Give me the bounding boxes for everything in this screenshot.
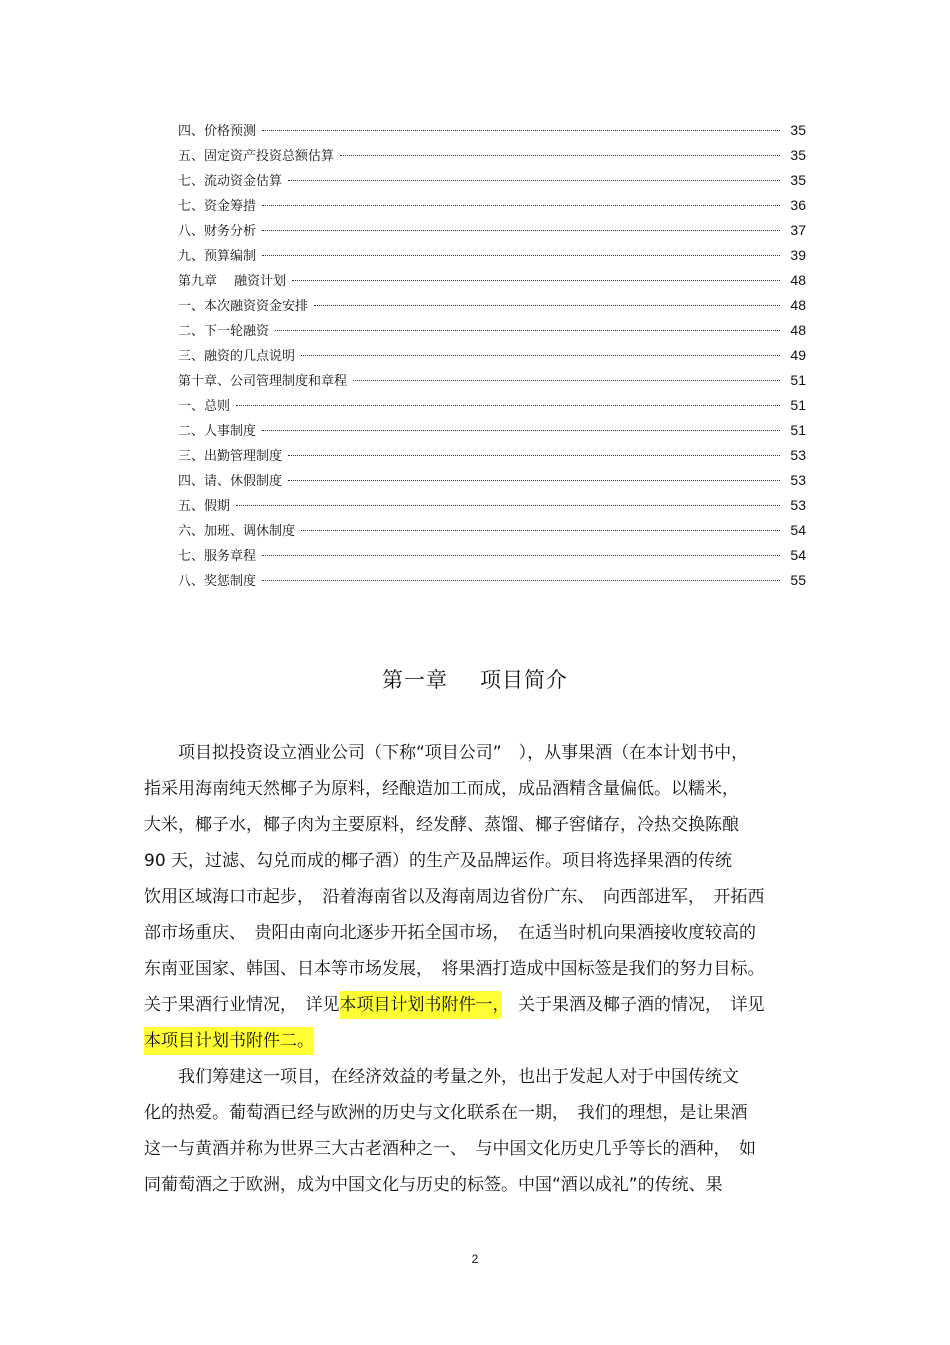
paragraph-line [144,987,806,1023]
toc-leader-dots [262,240,780,256]
toc-entry-label: 六、加班、调休制度 [178,524,296,539]
toc-entry-page: 54 [790,522,806,538]
toc-entry-label: 三、出勤管理制度 [178,449,283,464]
toc-entry-label: 二、下一轮融资 [178,324,270,339]
toc-entry-page: 53 [790,447,806,463]
toc-entry-label: 三、融资的几点说明 [178,349,296,364]
toc-leader-dots [314,290,780,306]
toc-leader-dots [236,490,780,506]
toc-entry-page: 53 [790,497,806,513]
paragraph-line: 项目拟投资设立酒业公司（下称“项目公司” ），从事果酒（在本计划书中， [178,743,749,763]
chapter-heading [0,664,950,694]
toc-entry-page: 35 [790,147,806,163]
toc-entry-label: 五、固定资产投资总额估算 [178,149,335,164]
toc-leader-dots [262,115,780,131]
highlighted-reference: 本项目计划书附件一， [340,991,502,1019]
toc-entry-label: 二、人事制度 [178,424,257,439]
paragraph-line: 化的热爱。葡萄酒已经与欧洲的历史与文化联系在一期， 我们的理想，是让果酒 [144,1103,748,1123]
toc-entry-label: 七、服务章程 [178,549,257,564]
toc-entry-label: 第十章、公司管理制度和章程 [178,374,348,389]
toc-entry-page: 48 [790,272,806,288]
paragraph-line: 指采用海南纯天然椰子为原料，经酿造加工而成，成品酒精含量偏低。以糯米， [144,779,739,799]
toc-leader-dots [275,315,780,331]
paragraph-line: 东南亚国家、韩国、日本等市场发展， 将果酒打造成中国标签是我们的努力目标。 [144,959,765,979]
paragraph-line: 这一与黄酒并称为世界三大古老酒种之一、 与中国文化历史几乎等长的酒种， 如 [144,1139,756,1159]
toc-entry[interactable] [178,568,806,593]
toc-leader-dots [288,165,780,181]
chapter-number: 第一章 [382,668,448,692]
toc-entry-label: 四、价格预测 [178,124,257,139]
toc-leader-dots [236,390,780,406]
toc-entry-label: 八、财务分析 [178,224,257,239]
highlighted-reference: 本项目计划书附件二。 [144,1027,314,1055]
toc-entry-label: 四、请、休假制度 [178,474,283,489]
chapter-body [144,735,806,1203]
paragraph-line: 大米，椰子水，椰子肉为主要原料，经发酵、蒸馏、椰子窖储存，冷热交换陈酿 [144,815,739,835]
toc-entry-page: 49 [790,347,806,363]
paragraph-line: 饮用区域海口市起步， 沿着海南省以及海南周边省份广东、 向西部进军， 开拓西 [144,887,765,907]
table-of-contents [178,118,806,593]
toc-leader-dots [353,365,780,381]
toc-entry-label: 第九章 融资计划 [178,274,287,289]
toc-entry-page: 39 [790,247,806,263]
toc-entry-page: 51 [790,397,806,413]
page-number: 2 [471,1252,479,1266]
toc-entry-label: 一、本次融资资金安排 [178,299,309,314]
paragraph-text: 关于果酒行业情况， 详见 [144,995,340,1015]
toc-entry-label: 一、总则 [178,399,231,414]
toc-entry-page: 54 [790,547,806,563]
toc-leader-dots [262,215,780,231]
toc-leader-dots [340,140,780,156]
paragraph-line: 同葡萄酒之于欧洲，成为中国文化与历史的标签。中国“酒以成礼”的传统、果 [144,1175,723,1195]
toc-entry-page: 51 [790,372,806,388]
toc-entry-page: 37 [790,222,806,238]
chapter-title: 项目简介 [480,668,568,692]
toc-entry-page: 35 [790,122,806,138]
toc-entry-page: 36 [790,197,806,213]
paragraph-text: 关于果酒及椰子酒的情况， 详见 [501,995,765,1015]
toc-entry-page: 35 [790,172,806,188]
toc-entry-page: 48 [790,297,806,313]
toc-entry-page: 55 [790,572,806,588]
toc-leader-dots [301,515,780,531]
toc-leader-dots [262,190,780,206]
paragraph-line: 部市场重庆、 贵阳由南向北逐步开拓全国市场， 在适当时机向果酒接收度较高的 [144,923,756,943]
toc-entry-page: 48 [790,322,806,338]
toc-entry-page: 51 [790,422,806,438]
toc-entry-label: 七、资金筹措 [178,199,257,214]
toc-entry-label: 七、流动资金估算 [178,174,283,189]
toc-leader-dots [288,440,780,456]
toc-entry-label: 五、假期 [178,499,231,514]
toc-entry-label: 九、预算编制 [178,249,257,264]
toc-leader-dots [262,415,780,431]
toc-leader-dots [288,465,780,481]
toc-entry-page: 53 [790,472,806,488]
paragraph-line: 我们筹建这一项目，在经济效益的考量之外，也出于发起人对于中国传统文 [178,1067,739,1087]
toc-leader-dots [262,540,780,556]
toc-leader-dots [292,265,780,281]
toc-leader-dots [301,340,780,356]
toc-leader-dots [262,565,780,581]
paragraph-line: 90 天，过滤、勾兑而成的椰子酒）的生产及品牌运作。项目将选择果酒的传统 [144,851,733,871]
toc-entry-label: 八、奖惩制度 [178,574,257,589]
paragraph-line [144,1023,806,1059]
